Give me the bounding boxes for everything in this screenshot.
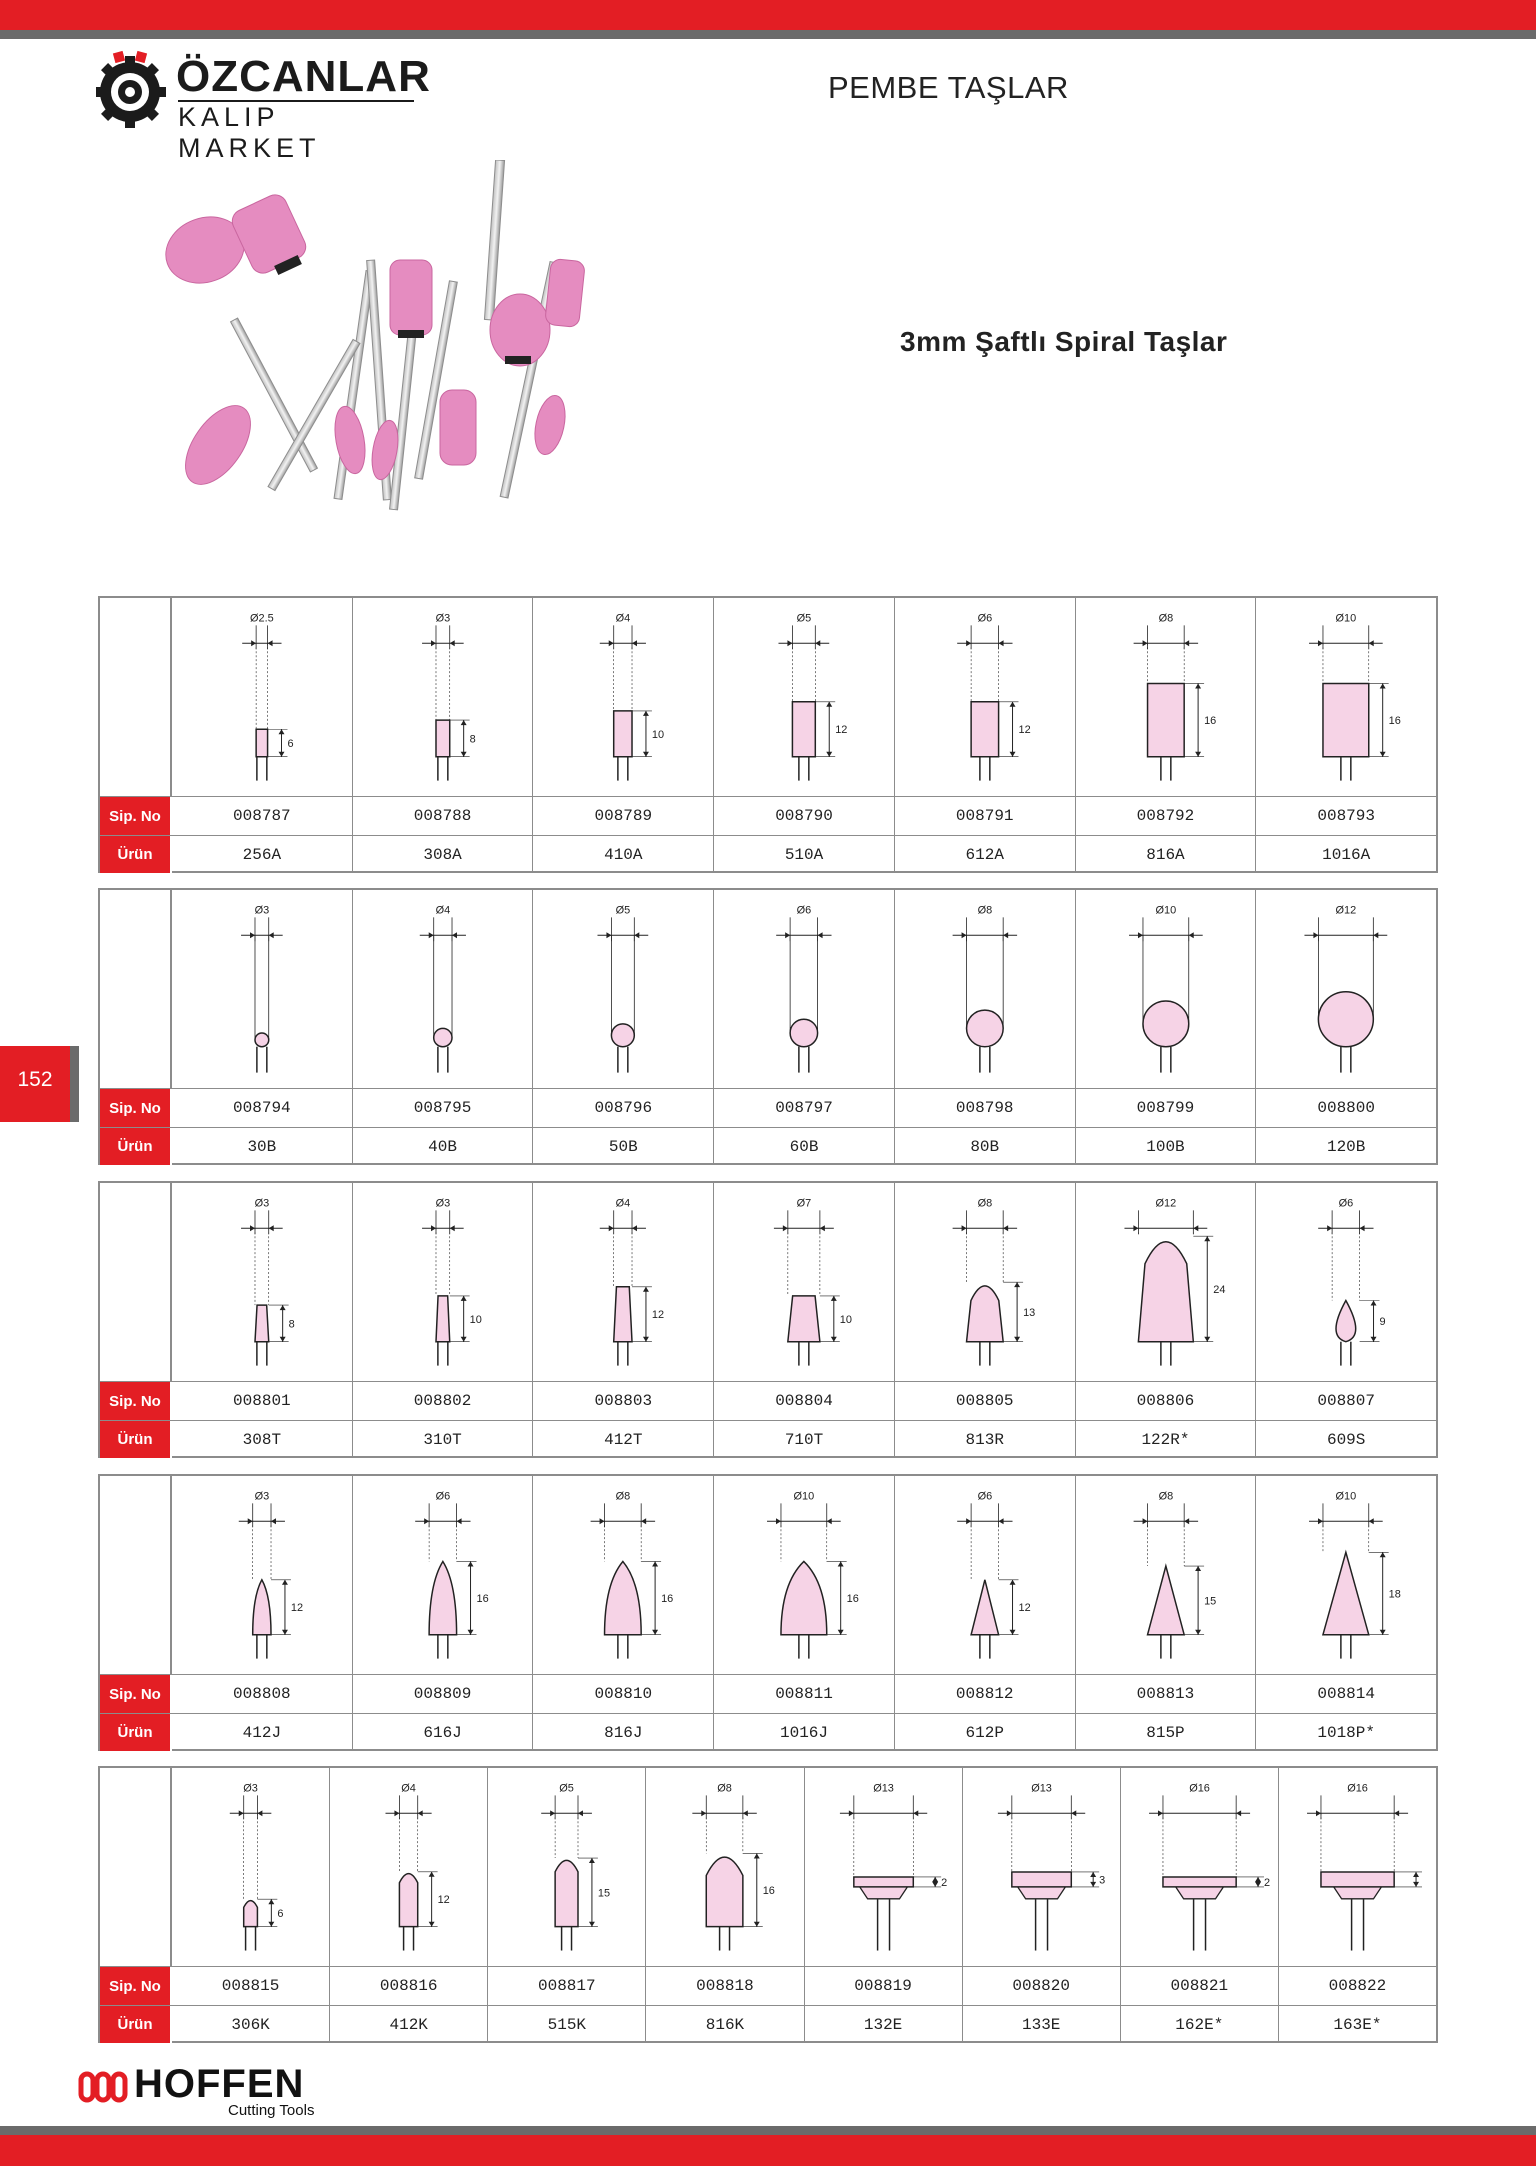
stone-shape: [1321, 1872, 1394, 1887]
urun-row: [100, 835, 1436, 873]
stone-shape: [781, 1561, 827, 1634]
stone-drawing: [533, 1476, 713, 1674]
stone-drawing: [172, 1476, 352, 1674]
urun-cell: 1016A: [1322, 845, 1371, 864]
stone-ball: [966, 1010, 1003, 1047]
figure-cell: [353, 1183, 534, 1381]
figure-cell: [533, 1476, 714, 1674]
figure-cell: [533, 890, 714, 1088]
figure-cell: [330, 1768, 488, 1966]
urun-cell: 100B: [1076, 1128, 1257, 1165]
urun-cell: 612P: [895, 1714, 1076, 1751]
length-label: 10: [839, 1313, 853, 1326]
urun-cell: 30B: [172, 1128, 353, 1165]
figure-cell: [714, 1183, 895, 1381]
figure-cell: [172, 890, 353, 1088]
row-head-blank: [100, 1476, 172, 1674]
sip-no-label: Sip. No: [100, 1967, 172, 2005]
figure-cell: [1279, 1768, 1436, 1966]
figure-cell: [172, 1768, 330, 1966]
stone-drawing: [172, 598, 352, 796]
stone-drawing: [353, 890, 533, 1088]
stone-shape: [253, 1580, 271, 1635]
stone-shape: [1147, 683, 1184, 756]
figure-cell: [805, 1768, 963, 1966]
sip-no-cell: 008795: [353, 1089, 534, 1127]
sip-no-cell: 008817: [488, 1967, 646, 2005]
diameter-label: Ø10: [1335, 1490, 1357, 1503]
stone-drawing: [646, 1768, 803, 1966]
urun-cell: 412T: [533, 1421, 714, 1458]
urun-label: Ürün: [100, 1421, 172, 1458]
diameter-label: Ø13: [1030, 1782, 1052, 1795]
urun-cell: 163E*: [1333, 2015, 1382, 2034]
urun-cell: 412K: [330, 2006, 488, 2043]
stone-drawing: [533, 1183, 713, 1381]
stone-drawing: [895, 598, 1075, 796]
stone-shape: [853, 1877, 912, 1887]
urun-cell: 710T: [714, 1421, 895, 1458]
figure-cell: [895, 1476, 1076, 1674]
diameter-label: Ø4: [401, 1782, 416, 1795]
diameter-label: Ø10: [1155, 904, 1176, 917]
sip-no-cell: 008805: [895, 1382, 1076, 1420]
figure-cell: [353, 598, 534, 796]
diameter-label: Ø3: [254, 1197, 270, 1210]
diameter-label: Ø6: [796, 904, 812, 917]
stone-shape: [1138, 1242, 1193, 1342]
figure-cell: [714, 890, 895, 1088]
length-label: 24: [1212, 1283, 1226, 1296]
urun-cell: 308A: [353, 836, 534, 873]
sip-no-cell: 008822: [1328, 1977, 1387, 1995]
stone-drawing: [172, 1768, 329, 1966]
sip-no-cell: 008796: [533, 1089, 714, 1127]
sip-no-row: [100, 796, 1436, 835]
row-head-blank: [100, 1768, 172, 1966]
diameter-label: Ø16: [1347, 1782, 1368, 1795]
length-label: 9: [1379, 1316, 1386, 1329]
diameter-label: Ø8: [616, 1490, 631, 1503]
urun-cell: 515K: [488, 2006, 646, 2043]
catalog-table-bullet: [98, 1474, 1438, 1751]
stone-shape: [1336, 1301, 1356, 1342]
urun-label: Ürün: [100, 2006, 172, 2043]
length-label: 15: [598, 1887, 611, 1900]
figure-row: [100, 1476, 1436, 1674]
figure-cell: [172, 1183, 353, 1381]
stone-shape: [966, 1286, 1003, 1342]
stone-ball: [1319, 992, 1374, 1047]
ozcanlar-logo: [96, 48, 436, 163]
diameter-label: Ø3: [243, 1782, 258, 1795]
stone-ball: [433, 1028, 451, 1046]
sip-no-cell: 008815: [172, 1967, 330, 2005]
stone-ball: [790, 1019, 817, 1046]
length-label: 16: [661, 1593, 674, 1606]
diameter-label: Ø6: [977, 1490, 993, 1503]
figure-row: [100, 598, 1436, 796]
urun-cell: 612A: [895, 836, 1076, 873]
urun-row: [100, 2005, 1436, 2043]
length-label: 18: [1388, 1588, 1402, 1601]
hoffen-logo: [78, 2062, 338, 2122]
stone-drawing: [895, 1476, 1075, 1674]
length-label: 3: [1098, 1874, 1105, 1887]
figure-cell: [353, 890, 534, 1088]
diameter-label: Ø8: [717, 1782, 733, 1795]
stone-drawing: [533, 598, 713, 796]
sip-no-cell: 008812: [895, 1675, 1076, 1713]
catalog-table-ball: [98, 888, 1438, 1165]
length-label: 16: [763, 1885, 776, 1898]
sip-no-cell: 008799: [1076, 1089, 1257, 1127]
urun-cell: 609S: [1326, 1430, 1366, 1449]
stone-drawing: [1256, 1183, 1436, 1381]
figure-row: [100, 1768, 1436, 1966]
figure-row: [100, 1183, 1436, 1381]
urun-cell: 133E: [963, 2006, 1121, 2043]
sip-no-cell: 008793: [1317, 807, 1375, 825]
footer-brand: HOFFEN: [134, 2062, 305, 2106]
stone-shape: [793, 702, 816, 757]
stone-drawing: [1076, 890, 1256, 1088]
figure-cell: [1256, 890, 1436, 1088]
stone-ball: [255, 1033, 269, 1047]
urun-cell: 510A: [714, 836, 895, 873]
length-label: 15: [1203, 1595, 1216, 1608]
figure-cell: [963, 1768, 1121, 1966]
figure-cell: [714, 598, 895, 796]
sip-no-cell: 008816: [330, 1967, 488, 2005]
figure-cell: [533, 1183, 714, 1381]
figure-cell: [895, 1183, 1076, 1381]
diameter-label: Ø2.5: [250, 612, 274, 625]
diameter-label: Ø6: [977, 612, 993, 625]
length-label: 12: [437, 1894, 450, 1907]
stone-shape: [1011, 1872, 1070, 1887]
sip-no-cell: 008808: [172, 1675, 353, 1713]
urun-cell: 306K: [172, 2006, 330, 2043]
sip-no-label: Sip. No: [100, 1675, 172, 1713]
urun-row: [100, 1127, 1436, 1165]
sip-no-row: [100, 1966, 1436, 2005]
sip-no-cell: 008798: [895, 1089, 1076, 1127]
stone-shape: [971, 702, 998, 757]
urun-cell: 616J: [353, 1714, 534, 1751]
urun-cell: 80B: [895, 1128, 1076, 1165]
row-head-blank: [100, 598, 172, 796]
stone-drawing: [1076, 1476, 1256, 1674]
stone-drawing: [1121, 1768, 1278, 1966]
stone-shape: [429, 1561, 456, 1634]
sip-no-cell: 008819: [805, 1967, 963, 2005]
urun-cell: 308T: [172, 1421, 353, 1458]
sip-no-cell: 008806: [1076, 1382, 1257, 1420]
urun-label: Ürün: [100, 1128, 172, 1165]
sip-no-cell: 008813: [1076, 1675, 1257, 1713]
length-label: 16: [1388, 715, 1402, 728]
diameter-label: Ø12: [1335, 904, 1357, 917]
length-label: 12: [1018, 1602, 1031, 1615]
page-tab-band: [70, 1046, 79, 1122]
figure-cell: [488, 1768, 646, 1966]
diameter-label: Ø6: [435, 1490, 450, 1503]
sip-no-cell: 008800: [1317, 1099, 1375, 1117]
figure-cell: [353, 1476, 534, 1674]
sip-no-row: [100, 1088, 1436, 1127]
urun-cell: 310T: [353, 1421, 534, 1458]
figure-cell: [172, 1476, 353, 1674]
sip-no-cell: 008811: [714, 1675, 895, 1713]
urun-cell: 1016J: [714, 1714, 895, 1751]
stone-shape: [436, 720, 450, 757]
hoffen-mark-icon: [78, 2070, 130, 2104]
stone-shape: [788, 1296, 820, 1342]
stone-drawing: [1256, 890, 1436, 1088]
urun-cell: 410A: [533, 836, 714, 873]
length-label: 2: [940, 1876, 947, 1889]
stone-drawing: [533, 890, 713, 1088]
stone-shape: [1163, 1877, 1236, 1887]
bottom-gray-band: [0, 2126, 1536, 2135]
urun-cell: 162E*: [1121, 2006, 1279, 2043]
row-head-blank: [100, 1183, 172, 1381]
brand-name: ÖZCANLAR: [176, 52, 431, 101]
length-label: 6: [287, 737, 294, 750]
length-label: 10: [652, 728, 665, 741]
urun-cell: 122R*: [1076, 1421, 1257, 1458]
gear-icon: [96, 48, 170, 128]
sip-no-cell: 008797: [714, 1089, 895, 1127]
sip-no-cell: 008804: [714, 1382, 895, 1420]
page-title: PEMBE TAŞLAR: [828, 70, 1069, 105]
stone-shape: [400, 1874, 418, 1927]
diameter-label: Ø16: [1188, 1782, 1210, 1795]
diameter-label: Ø3: [254, 904, 270, 917]
stone-drawing: [963, 1768, 1120, 1966]
stone-shape: [1147, 1566, 1184, 1635]
length-label: 2: [1263, 1876, 1270, 1889]
row-head-blank: [100, 890, 172, 1088]
urun-cell: 412J: [172, 1714, 353, 1751]
stone-shape: [244, 1901, 258, 1927]
urun-row: [100, 1420, 1436, 1458]
sip-no-cell: 008792: [1076, 797, 1257, 835]
diameter-label: Ø10: [793, 1490, 815, 1503]
catalog-table-misc: [98, 1766, 1438, 2043]
stone-shape: [971, 1580, 998, 1635]
diameter-label: Ø12: [1155, 1197, 1176, 1210]
figure-cell: [1256, 1183, 1436, 1381]
diameter-label: Ø5: [559, 1782, 575, 1795]
sip-no-cell: 008807: [1317, 1392, 1375, 1410]
urun-cell: 1018P*: [1317, 1723, 1375, 1742]
bottom-red-band: [0, 2135, 1536, 2166]
top-red-band: [0, 0, 1536, 30]
figure-cell: [1121, 1768, 1279, 1966]
length-label: 16: [476, 1593, 489, 1606]
sip-no-label: Sip. No: [100, 797, 172, 835]
urun-cell: 132E: [805, 2006, 963, 2043]
stone-shape: [614, 1287, 632, 1342]
diameter-label: Ø4: [616, 1197, 631, 1210]
diameter-label: Ø4: [616, 612, 631, 625]
length-label: 13: [1022, 1306, 1036, 1319]
sip-no-cell: 008788: [353, 797, 534, 835]
figure-cell: [1256, 598, 1436, 796]
stone-drawing: [330, 1768, 487, 1966]
sip-no-cell: 008787: [172, 797, 353, 835]
urun-cell: 256A: [172, 836, 353, 873]
stone-shape: [614, 711, 632, 757]
sip-no-cell: 008820: [963, 1967, 1121, 2005]
stone-drawing: [172, 890, 352, 1088]
diameter-label: Ø10: [1335, 612, 1357, 625]
figure-cell: [1076, 1183, 1257, 1381]
diameter-label: Ø8: [977, 904, 993, 917]
sip-no-cell: 008809: [353, 1675, 534, 1713]
stone-ball: [612, 1024, 635, 1047]
catalog-table-cylinder: [98, 596, 1438, 873]
stone-shape: [605, 1561, 642, 1634]
stone-drawing: [172, 1183, 352, 1381]
footer-tagline: Cutting Tools: [228, 2102, 315, 2119]
sip-no-row: [100, 1674, 1436, 1713]
top-gray-band: [0, 30, 1536, 39]
product-photo: [150, 160, 630, 520]
stone-drawing: [1076, 1183, 1256, 1381]
length-label: 16: [1203, 715, 1216, 728]
sip-no-row: [100, 1381, 1436, 1420]
sip-no-cell: 008794: [172, 1089, 353, 1127]
brand-subtitle: KALIP MARKET: [178, 100, 414, 164]
stone-shape: [255, 1305, 269, 1342]
length-label: 12: [835, 724, 848, 737]
urun-cell: 813R: [895, 1421, 1076, 1458]
diameter-label: Ø5: [796, 612, 812, 625]
stone-drawing: [1256, 598, 1436, 796]
figure-cell: [646, 1768, 804, 1966]
figure-cell: [533, 598, 714, 796]
length-label: 12: [652, 1309, 665, 1322]
length-label: 12: [290, 1602, 304, 1615]
stone-shape: [555, 1860, 578, 1926]
sip-no-cell: 008789: [533, 797, 714, 835]
sip-no-cell: 008790: [714, 797, 895, 835]
sip-no-label: Sip. No: [100, 1089, 172, 1127]
urun-cell: 50B: [533, 1128, 714, 1165]
diameter-label: Ø6: [1338, 1197, 1354, 1210]
stone-shape: [436, 1296, 450, 1342]
stone-drawing: [353, 598, 533, 796]
stone-drawing: [1256, 1476, 1436, 1674]
sip-no-cell: 008801: [172, 1382, 353, 1420]
diameter-label: Ø8: [1158, 1490, 1173, 1503]
diameter-label: Ø3: [435, 612, 450, 625]
urun-cell: 40B: [353, 1128, 534, 1165]
urun-row: [100, 1713, 1436, 1751]
urun-label: Ürün: [100, 1714, 172, 1751]
length-label: 6: [277, 1907, 284, 1920]
sip-no-cell: 008803: [533, 1382, 714, 1420]
length-label: 8: [288, 1318, 295, 1331]
diameter-label: Ø3: [254, 1490, 270, 1503]
stone-ball: [1143, 1001, 1189, 1047]
stone-shape: [256, 729, 267, 756]
stone-drawing: [714, 1183, 894, 1381]
stone-drawing: [353, 1183, 533, 1381]
figure-cell: [1256, 1476, 1436, 1674]
diameter-label: Ø4: [435, 904, 450, 917]
length-label: 16: [846, 1593, 859, 1606]
figure-cell: [1076, 890, 1257, 1088]
urun-cell: 815P: [1076, 1714, 1257, 1751]
stone-drawing: [895, 890, 1075, 1088]
diameter-label: Ø8: [977, 1197, 993, 1210]
figure-cell: [172, 598, 353, 796]
figure-row: [100, 890, 1436, 1088]
stone-drawing: [488, 1768, 645, 1966]
sip-no-cell: 008814: [1317, 1685, 1375, 1703]
product-subtitle: 3mm Şaftlı Spiral Taşlar: [900, 326, 1228, 357]
length-label: 8: [469, 733, 476, 746]
figure-cell: [1076, 598, 1257, 796]
diameter-label: Ø7: [796, 1197, 812, 1210]
figure-cell: [714, 1476, 895, 1674]
catalog-table-taper: [98, 1181, 1438, 1458]
diameter-label: Ø13: [872, 1782, 894, 1795]
page-number: 152: [17, 1068, 53, 1091]
diameter-label: Ø8: [1158, 612, 1173, 625]
stone-drawing: [1279, 1768, 1436, 1966]
stone-drawing: [714, 598, 894, 796]
urun-cell: 816J: [533, 1714, 714, 1751]
urun-cell: 816K: [646, 2006, 804, 2043]
urun-cell: 60B: [714, 1128, 895, 1165]
urun-cell: 816A: [1076, 836, 1257, 873]
diameter-label: Ø3: [435, 1197, 450, 1210]
sip-no-cell: 008791: [895, 797, 1076, 835]
urun-label: Ürün: [100, 836, 172, 873]
length-label: 10: [469, 1313, 482, 1326]
figure-cell: [895, 890, 1076, 1088]
stone-drawing: [714, 1476, 894, 1674]
figure-cell: [895, 598, 1076, 796]
sip-no-cell: 008821: [1121, 1967, 1279, 2005]
stone-drawing: [895, 1183, 1075, 1381]
figure-cell: [1076, 1476, 1257, 1674]
stone-drawing: [714, 890, 894, 1088]
sip-no-cell: 008818: [646, 1967, 804, 2005]
stone-shape: [1323, 683, 1369, 756]
stone-drawing: [353, 1476, 533, 1674]
urun-cell: 120B: [1326, 1137, 1366, 1156]
length-label: 12: [1018, 724, 1031, 737]
stone-drawing: [1076, 598, 1256, 796]
diameter-label: Ø5: [616, 904, 631, 917]
stone-shape: [1323, 1552, 1369, 1634]
sip-no-cell: 008810: [533, 1675, 714, 1713]
stone-shape: [707, 1857, 744, 1927]
stone-drawing: [805, 1768, 962, 1966]
sip-no-label: Sip. No: [100, 1382, 172, 1420]
sip-no-cell: 008802: [353, 1382, 534, 1420]
